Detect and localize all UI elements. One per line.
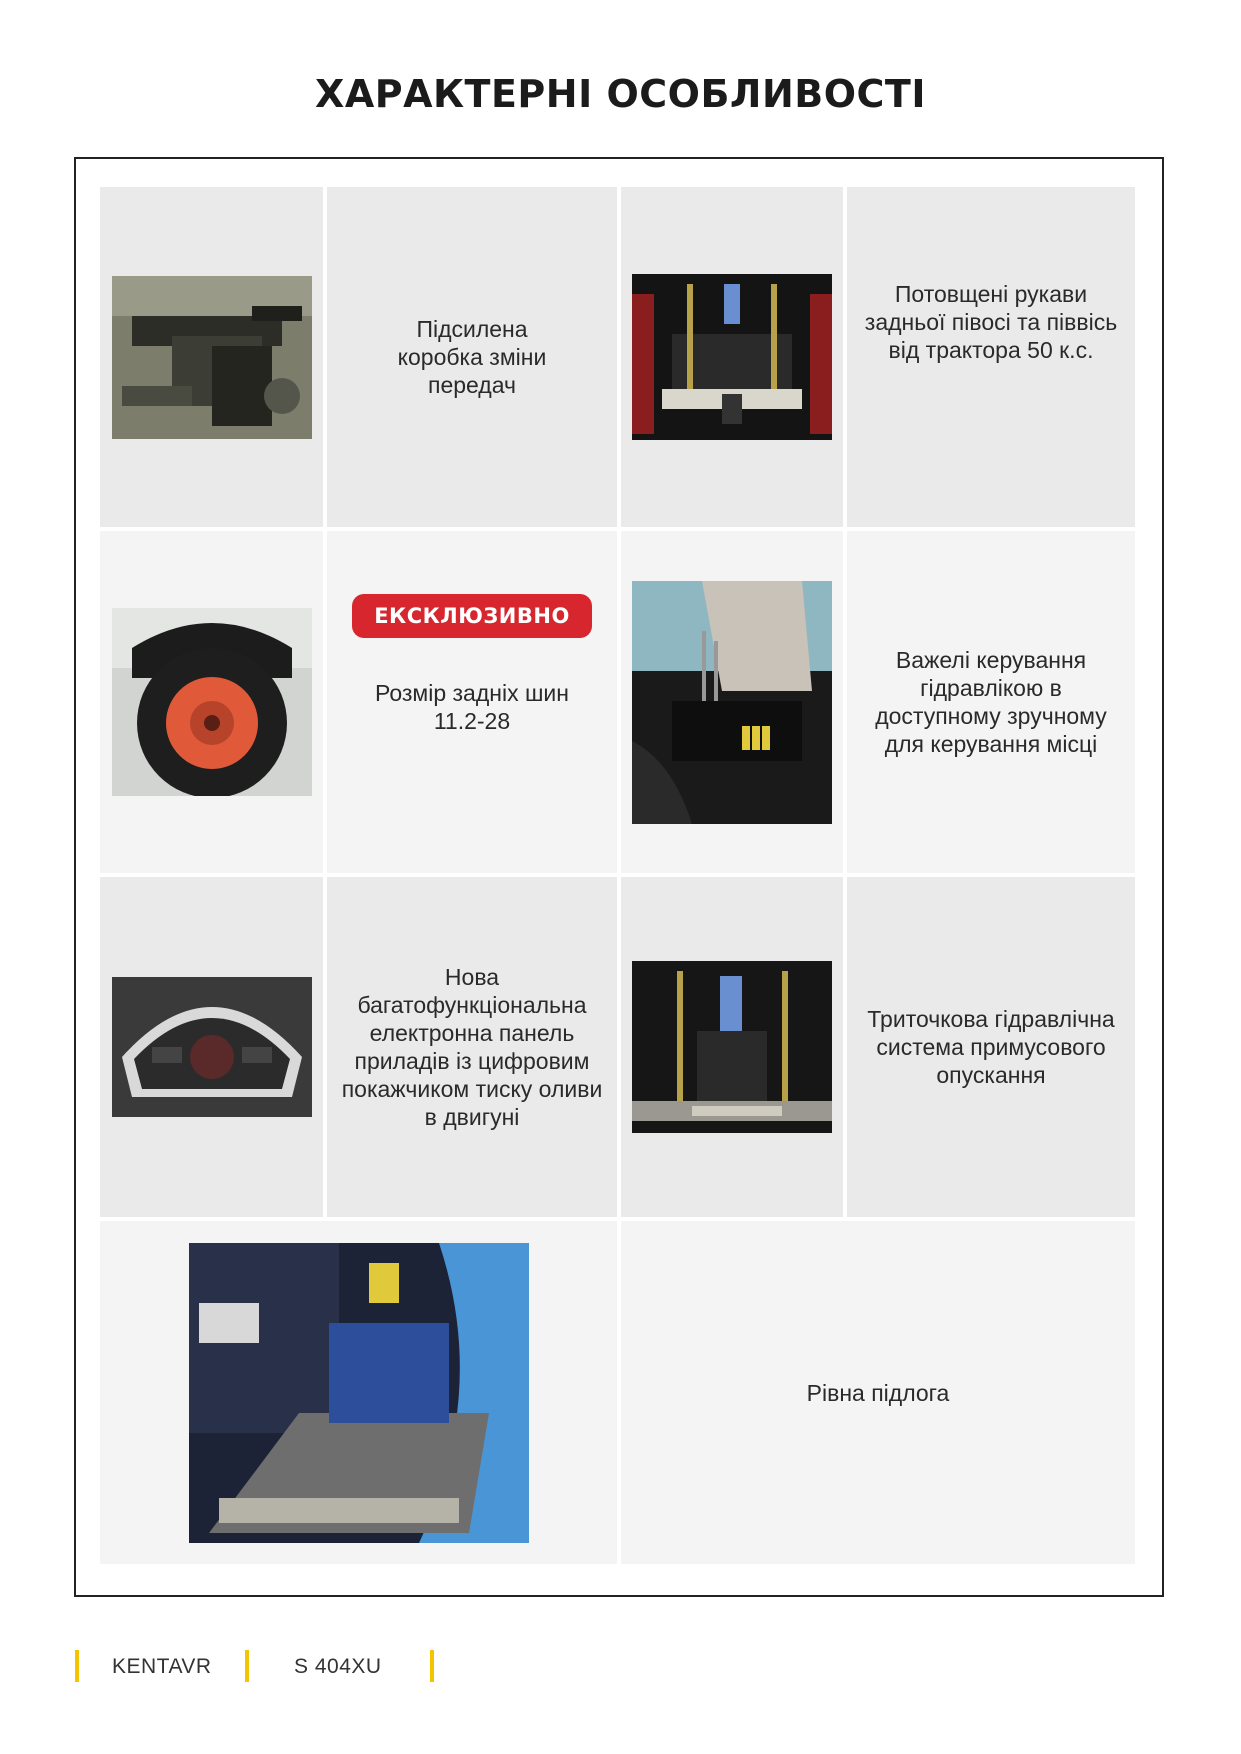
three-point-hitch-photo bbox=[632, 961, 832, 1133]
footer-model: S 404XU bbox=[294, 1655, 382, 1678]
page-title: ХАРАКТЕРНІ ОСОБЛИВОСТІ bbox=[315, 72, 926, 116]
image-cell-gearbox bbox=[100, 187, 323, 527]
feature-cell-gearbox bbox=[327, 187, 617, 527]
feature-text: Підсилена коробка зміни передач bbox=[397, 316, 547, 398]
feature-cell-rear-tire bbox=[327, 531, 617, 873]
feature-cell-rear-axle bbox=[847, 187, 1135, 527]
image-cell-rear-axle bbox=[621, 187, 843, 527]
feature-cell-dashboard bbox=[327, 877, 617, 1217]
footer-divider bbox=[75, 1650, 79, 1682]
image-cell-three-point-hitch bbox=[621, 877, 843, 1217]
feature-text: Нова багатофункціональна електронна панель приладів із цифровим покажчиком тиску оливи в двигуні bbox=[341, 964, 603, 1130]
image-cell-rear-tire bbox=[100, 531, 323, 873]
feature-cell-three-point-hitch bbox=[847, 877, 1135, 1217]
feature-text: Рівна підлога bbox=[806, 1379, 950, 1406]
feature-text: Триточкова гідравлічна система примусового опускання bbox=[867, 1006, 1115, 1088]
rear-axle-photo bbox=[632, 274, 832, 440]
flat-floor-photo bbox=[189, 1243, 529, 1543]
image-cell-flat-floor bbox=[100, 1221, 617, 1564]
dashboard-photo bbox=[112, 977, 312, 1117]
footer-brand: KENTAVR bbox=[112, 1655, 212, 1678]
footer-divider bbox=[245, 1650, 249, 1682]
rear-tire-photo bbox=[112, 608, 312, 796]
image-cell-hydraulic-levers bbox=[621, 531, 843, 873]
footer-divider bbox=[430, 1650, 434, 1682]
feature-text: Потовщені рукави задньої півосі та піввісь від трактора 50 к.с. bbox=[864, 281, 1118, 363]
exclusive-badge: ЕКСКЛЮЗИВНО bbox=[352, 594, 592, 638]
feature-text: Розмір задніх шин 11.2-28 bbox=[375, 680, 569, 734]
feature-cell-flat-floor bbox=[621, 1221, 1135, 1564]
gearbox-photo bbox=[112, 276, 312, 439]
image-cell-dashboard bbox=[100, 877, 323, 1217]
hydraulic-levers-photo bbox=[632, 581, 832, 824]
feature-text: Важелі керування гідравлікою в доступному зручному для керування місці bbox=[875, 647, 1107, 757]
feature-cell-hydraulic-levers bbox=[847, 531, 1135, 873]
